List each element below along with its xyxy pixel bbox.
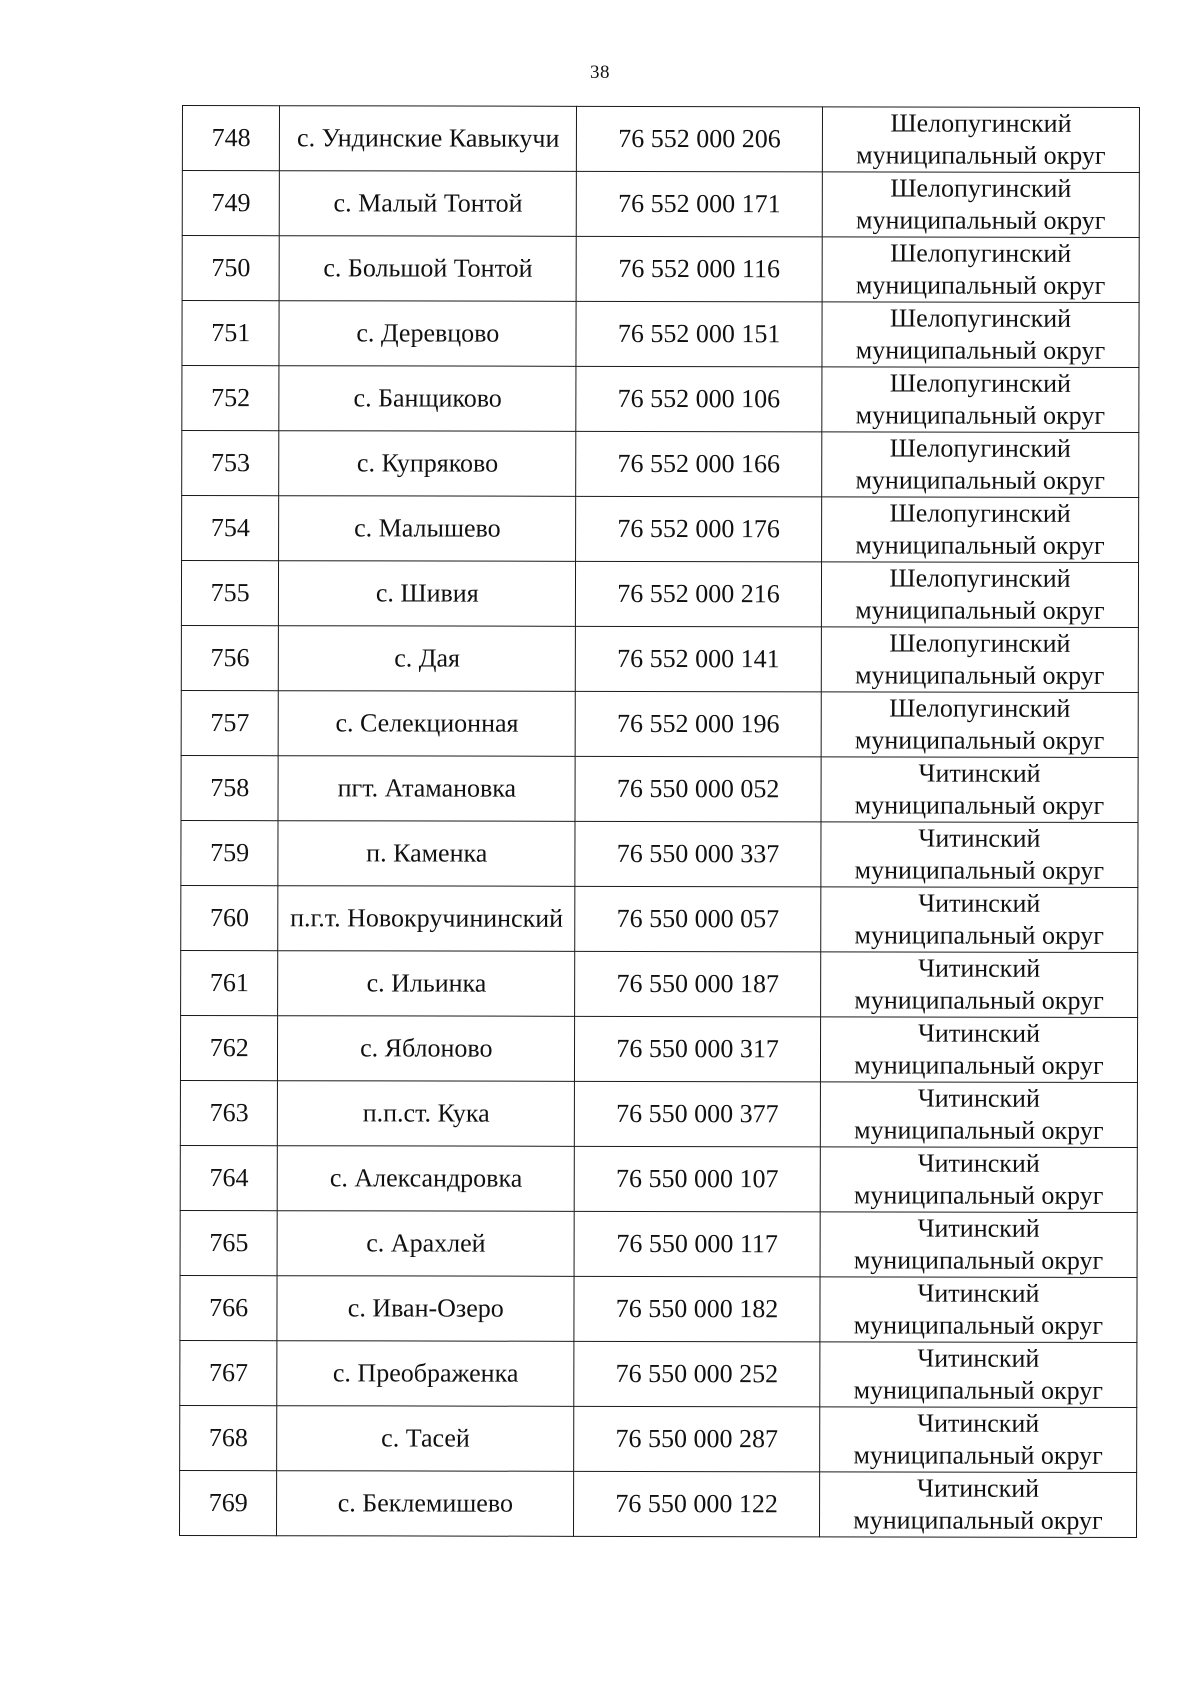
- oktmo-code: 76 550 000 117: [574, 1211, 820, 1277]
- district-type: муниципальный округ: [855, 270, 1106, 300]
- district-cell: [820, 1342, 1137, 1408]
- table-row: [181, 690, 1138, 757]
- district-cell: [822, 107, 1139, 173]
- row-number: 748: [182, 106, 280, 171]
- settlement-name: с. Дая: [279, 626, 576, 692]
- district-type: муниципальный округ: [854, 855, 1105, 885]
- row-number: 761: [181, 950, 279, 1015]
- district-cell: [820, 1017, 1137, 1083]
- table-row: [180, 1470, 1137, 1537]
- row-number: 763: [180, 1080, 278, 1145]
- district-cell: [822, 172, 1139, 238]
- district-name: Читинский: [917, 1018, 1041, 1048]
- district-name: Шелопугинский: [890, 238, 1072, 268]
- row-number: 752: [182, 366, 280, 431]
- district-name: Читинский: [917, 1148, 1040, 1178]
- district-type: муниципальный округ: [854, 985, 1104, 1015]
- oktmo-code: 76 552 000 116: [576, 236, 822, 302]
- row-number: 753: [182, 431, 280, 496]
- district-cell: [821, 952, 1138, 1018]
- district-type: муниципальный округ: [853, 1180, 1104, 1210]
- district-type: муниципальный округ: [853, 1245, 1104, 1275]
- table-row: [182, 106, 1139, 173]
- oktmo-code: 76 552 000 106: [576, 366, 822, 432]
- settlement-name: с. Яблоново: [278, 1016, 575, 1082]
- district-cell: [820, 1082, 1137, 1148]
- district-name: Читинский: [918, 758, 1041, 788]
- district-name: Читинский: [918, 953, 1041, 983]
- district-type: муниципальный округ: [854, 790, 1105, 820]
- district-name: Шелопугинский: [889, 628, 1071, 658]
- oktmo-code: 76 550 000 187: [575, 951, 821, 1017]
- page-number: 38: [590, 62, 610, 83]
- district-name: Шелопугинский: [889, 498, 1071, 528]
- district-type: муниципальный округ: [854, 1050, 1104, 1080]
- district-name: Шелопугинский: [889, 693, 1071, 723]
- settlement-name: пгт. Атамановка: [278, 756, 575, 822]
- settlement-name: с. Селекционная: [279, 691, 576, 757]
- oktmo-code: 76 550 000 057: [575, 886, 821, 952]
- oktmo-code: 76 550 000 317: [575, 1016, 821, 1082]
- row-number: 756: [181, 625, 279, 690]
- district-cell: [820, 1407, 1137, 1473]
- table-row: [180, 1145, 1137, 1212]
- settlement-name: п. Каменка: [278, 821, 575, 887]
- row-number: 760: [181, 885, 279, 950]
- settlement-name: с. Малышево: [279, 496, 576, 562]
- district-type: муниципальный округ: [856, 140, 1106, 170]
- district-name: Шелопугинский: [889, 433, 1071, 463]
- row-number: 751: [182, 301, 280, 366]
- row-number: 755: [181, 561, 279, 626]
- table-row: [181, 625, 1138, 692]
- table-row: [180, 1015, 1137, 1082]
- settlement-name: с. Ундинские Кавыкучи: [280, 106, 577, 172]
- row-number: 758: [181, 755, 279, 820]
- table-row: [182, 171, 1139, 238]
- district-type: муниципальный округ: [853, 1310, 1104, 1340]
- district-cell: [821, 692, 1138, 758]
- district-type: муниципальный округ: [853, 1505, 1103, 1535]
- row-number: 759: [181, 820, 279, 885]
- oktmo-code: 76 552 000 141: [575, 626, 821, 692]
- district-type: муниципальный округ: [855, 335, 1106, 365]
- row-number: 757: [181, 690, 279, 755]
- oktmo-code: 76 552 000 151: [576, 301, 822, 367]
- row-number: 764: [180, 1145, 278, 1210]
- oktmo-code: 76 552 000 176: [576, 496, 822, 562]
- table-row: [181, 755, 1138, 822]
- district-cell: [822, 302, 1139, 368]
- oktmo-code: 76 552 000 196: [575, 691, 821, 757]
- district-name: Шелопугинский: [890, 173, 1072, 203]
- district-name: Шелопугинский: [889, 368, 1071, 398]
- table-row: [181, 820, 1138, 887]
- district-cell: [821, 822, 1138, 888]
- settlement-name: с. Большой Тонтой: [280, 236, 577, 302]
- district-cell: [819, 1472, 1136, 1538]
- table-row: [180, 1210, 1137, 1277]
- settlement-name: с. Ильинка: [278, 951, 575, 1017]
- district-name: Читинский: [918, 823, 1041, 853]
- district-cell: [820, 1212, 1137, 1278]
- district-cell: [820, 1147, 1137, 1213]
- district-cell: [820, 1277, 1137, 1343]
- district-name: Шелопугинский: [889, 303, 1072, 333]
- district-cell: [821, 497, 1138, 563]
- oktmo-code: 76 552 000 171: [576, 171, 822, 237]
- oktmo-code: 76 552 000 166: [576, 431, 822, 497]
- district-name: Читинский: [917, 1343, 1040, 1373]
- table-row: [182, 301, 1139, 368]
- table-row: [182, 431, 1139, 498]
- district-name: Шелопугинский: [890, 108, 1072, 138]
- district-name: Читинский: [917, 1083, 1040, 1113]
- row-number: 762: [180, 1015, 278, 1080]
- oktmo-code: 76 550 000 052: [575, 756, 821, 822]
- settlement-name: п.п.ст. Кука: [278, 1081, 575, 1147]
- settlement-name: с. Беклемишево: [277, 1471, 574, 1537]
- district-cell: [821, 887, 1138, 953]
- settlement-name: с. Иван-Озеро: [277, 1276, 574, 1342]
- table-row: [180, 1080, 1137, 1147]
- settlement-name: п.г.т. Новокручининский: [278, 886, 575, 952]
- district-name: Читинский: [917, 1213, 1040, 1243]
- table-row: [182, 366, 1139, 433]
- district-cell: [822, 367, 1139, 433]
- oktmo-code: 76 552 000 206: [577, 106, 823, 172]
- settlement-name: с. Шивия: [279, 561, 576, 627]
- district-type: муниципальный округ: [854, 920, 1104, 950]
- district-type: муниципальный округ: [854, 725, 1105, 755]
- settlement-name: с. Купряково: [279, 431, 576, 497]
- row-number: 754: [182, 496, 280, 561]
- district-type: муниципальный округ: [854, 1115, 1104, 1145]
- district-type: муниципальный округ: [855, 660, 1105, 690]
- oktmo-code: 76 550 000 122: [574, 1471, 820, 1537]
- settlement-name: с. Тасей: [277, 1406, 574, 1472]
- district-name: Читинский: [917, 1408, 1040, 1438]
- district-cell: [822, 237, 1139, 303]
- oktmo-code: 76 550 000 252: [574, 1341, 820, 1407]
- table-body: [180, 106, 1140, 1538]
- district-type: муниципальный округ: [856, 205, 1106, 235]
- row-number: 768: [180, 1405, 278, 1470]
- district-cell: [821, 562, 1138, 628]
- district-name: Читинский: [918, 888, 1041, 918]
- settlement-name: с. Арахлей: [277, 1211, 574, 1277]
- table-row: [180, 1340, 1137, 1407]
- table-row: [181, 950, 1138, 1017]
- district-name: Читинский: [917, 1278, 1040, 1308]
- oktmo-code: 76 550 000 107: [574, 1146, 820, 1212]
- district-type: муниципальный округ: [853, 1440, 1103, 1470]
- row-number: 765: [180, 1210, 278, 1275]
- district-type: муниципальный округ: [853, 1375, 1103, 1405]
- district-type: муниципальный округ: [855, 595, 1105, 625]
- settlement-name: с. Малый Тонтой: [280, 171, 577, 237]
- table-row: [182, 236, 1139, 303]
- settlement-name: с. Деревцово: [279, 301, 576, 367]
- settlement-name: с. Банщиково: [279, 366, 576, 432]
- settlement-name: с. Александровка: [278, 1146, 575, 1212]
- district-cell: [822, 432, 1139, 498]
- oktmo-code: 76 552 000 216: [576, 561, 822, 627]
- oktmo-code: 76 550 000 287: [574, 1406, 820, 1472]
- district-type: муниципальный округ: [855, 465, 1105, 495]
- district-cell: [821, 627, 1138, 693]
- district-type: муниципальный округ: [855, 530, 1105, 560]
- district-name: Читинский: [917, 1473, 1040, 1503]
- district-name: Шелопугинский: [889, 563, 1071, 593]
- row-number: 750: [182, 236, 280, 301]
- table-row: [180, 1275, 1137, 1342]
- oktmo-code: 76 550 000 377: [574, 1081, 820, 1147]
- row-number: 767: [180, 1340, 278, 1405]
- table-row: [181, 885, 1138, 952]
- table-row: [180, 1405, 1137, 1472]
- district-cell: [821, 757, 1138, 823]
- district-type: муниципальный округ: [855, 400, 1106, 430]
- table-row: [181, 561, 1138, 628]
- row-number: 749: [182, 171, 280, 236]
- table-row: [182, 496, 1139, 563]
- row-number: 766: [180, 1275, 278, 1340]
- row-number: 769: [180, 1470, 278, 1535]
- settlements-table: [179, 105, 1140, 1538]
- settlement-name: с. Преображенка: [277, 1341, 574, 1407]
- oktmo-code: 76 550 000 337: [575, 821, 821, 887]
- oktmo-code: 76 550 000 182: [574, 1276, 820, 1342]
